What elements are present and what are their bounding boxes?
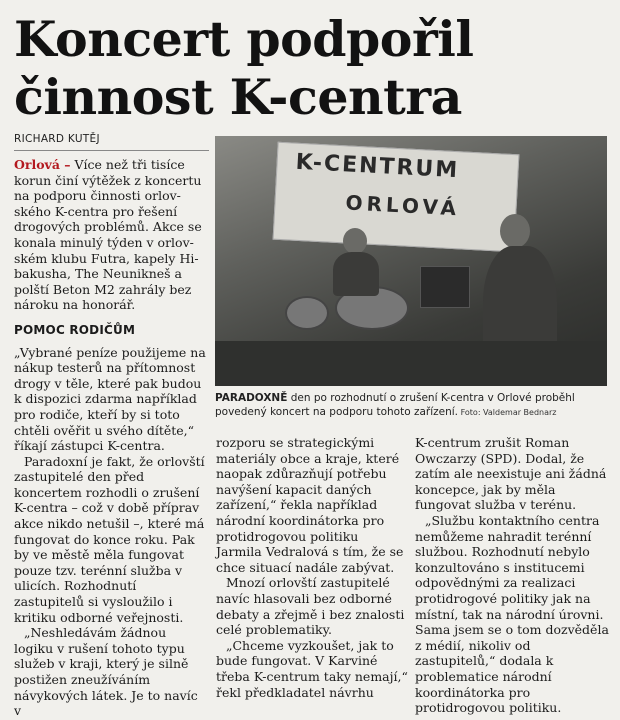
lead-line: ského K-centra pro řešení bbox=[14, 203, 178, 219]
lead-line: ském klubu Futra, kapely Hi- bbox=[14, 250, 199, 266]
body-column-2 bbox=[216, 435, 408, 700]
body-column-3 bbox=[415, 435, 610, 716]
body-paragraph: Paradoxní je fakt, že orlovští zastupitelé den před koncertem rozhodli o zrušení K-centra – což v době příprav akce nikdo netušil –, které má fungovat do konce roku. Pak by ve městě měla fungovat pouze tzv. terénní služba v ulicích. Rozhodnutí zastupitelů si vysloužilo i kritiku odborné veřejnosti. bbox=[14, 453, 205, 625]
stage-floor bbox=[215, 341, 607, 386]
body-paragraph: „Neshledávám žádnou logiku v rušení tohoto typu služeb v kraji, který je silně postižen zneužíváním návykových látek. Je to navíc v bbox=[14, 625, 198, 719]
dateline-city: Orlová – bbox=[14, 157, 71, 172]
byline: RICHARD KUTĚJ bbox=[14, 133, 100, 145]
caption-lead: PARADOXNĚ bbox=[215, 392, 288, 404]
lead-line: na podporu činnosti orlov- bbox=[14, 188, 181, 204]
lead-line: bakusha, The Neunikneš a bbox=[14, 266, 182, 282]
lead-line: polští Beton M2 zahrály bez bbox=[14, 281, 192, 297]
headline bbox=[14, 10, 614, 126]
banner-text-line-1: K-CENTRUM bbox=[295, 149, 460, 184]
photo-caption bbox=[215, 391, 610, 420]
headline-line-1: Koncert podpořil bbox=[14, 10, 474, 68]
caption-text: den po rozhodnutí o zrušení K-centra v Orlové proběhl povedený koncert na podporu tohoto zařízení. bbox=[215, 392, 575, 418]
amplifier bbox=[420, 266, 470, 308]
banner-text-line-2: ORLOVÁ bbox=[345, 190, 461, 221]
body-paragraph: rozporu se strategickými materiály obce a kraje, které naopak zdůrazňují potřebu navýšení kapacit daných zařízení,“ řekla například národní koordinátorka pro protidrogovou politiku Jarmila Vedralová s tím, že se chce situací nadále zabývat. bbox=[216, 435, 404, 575]
section-subheading: POMOC RODIČŮM bbox=[14, 322, 136, 337]
lead-line: nároku na honorář. bbox=[14, 297, 136, 313]
lead-paragraph bbox=[14, 157, 206, 313]
body-paragraph: „Chceme vyzkoušet, jak to bude fungovat. V Karviné třeba K-centrum taky nemají,“ řekl předkladatel návrhu bbox=[216, 637, 408, 700]
byline-divider bbox=[14, 150, 209, 151]
guitarist-head bbox=[500, 214, 530, 248]
body-paragraph: Mnozí orlovští zastupitelé navíc hlasovali bez odborné debaty a zřejmě i bez znalosti celé problematiky. bbox=[216, 575, 405, 638]
lead-line: korun činí výtěžek z koncertu bbox=[14, 172, 202, 188]
lead-line: Více než tři tisíce bbox=[74, 157, 185, 172]
concert-photo bbox=[215, 136, 607, 386]
drum-kit bbox=[285, 296, 329, 330]
k-centrum-banner bbox=[273, 142, 520, 253]
body-paragraph: K-centrum zrušit Roman Owczarzy (SPD). Dodal, že zatím ale neexistuje ani žádná koncepce, jak by měla fungovat služba v terénu. bbox=[415, 435, 607, 513]
headline-line-2: činnost K-centra bbox=[14, 68, 462, 126]
drummer-head bbox=[343, 228, 367, 254]
lead-line: konala minulý týden v orlov- bbox=[14, 234, 194, 250]
photo-credit: Foto: Valdemar Bednarz bbox=[458, 408, 557, 417]
drummer bbox=[333, 252, 379, 296]
body-paragraph: „Vybrané peníze použijeme na nákup testerů na přítomnost drogy v těle, které pak budou k dispozici zdarma například pro rodiče, kteří by si toto chtěli ověřit u svého dítěte,“ říkají zástupci K-centra. bbox=[14, 344, 206, 454]
top-edge-strip bbox=[160, 0, 620, 10]
lead-line: drogových problémů. Akce se bbox=[14, 219, 202, 235]
body-paragraph: „Službu kontaktního centra nemůžeme nahradit terénní službou. Rozhodnutí nebylo konzultováno s institucemi odpovědnými za realizaci protidrogové politiky jak na místní, tak na národní úrovni. Sama jsem se o tom dozvěděla z médií, nikoliv od zastupitelů,“ dodala k problematice národní koordinátorka pro protidrogovou politiku. bbox=[415, 512, 609, 716]
lead-column bbox=[14, 157, 206, 719]
